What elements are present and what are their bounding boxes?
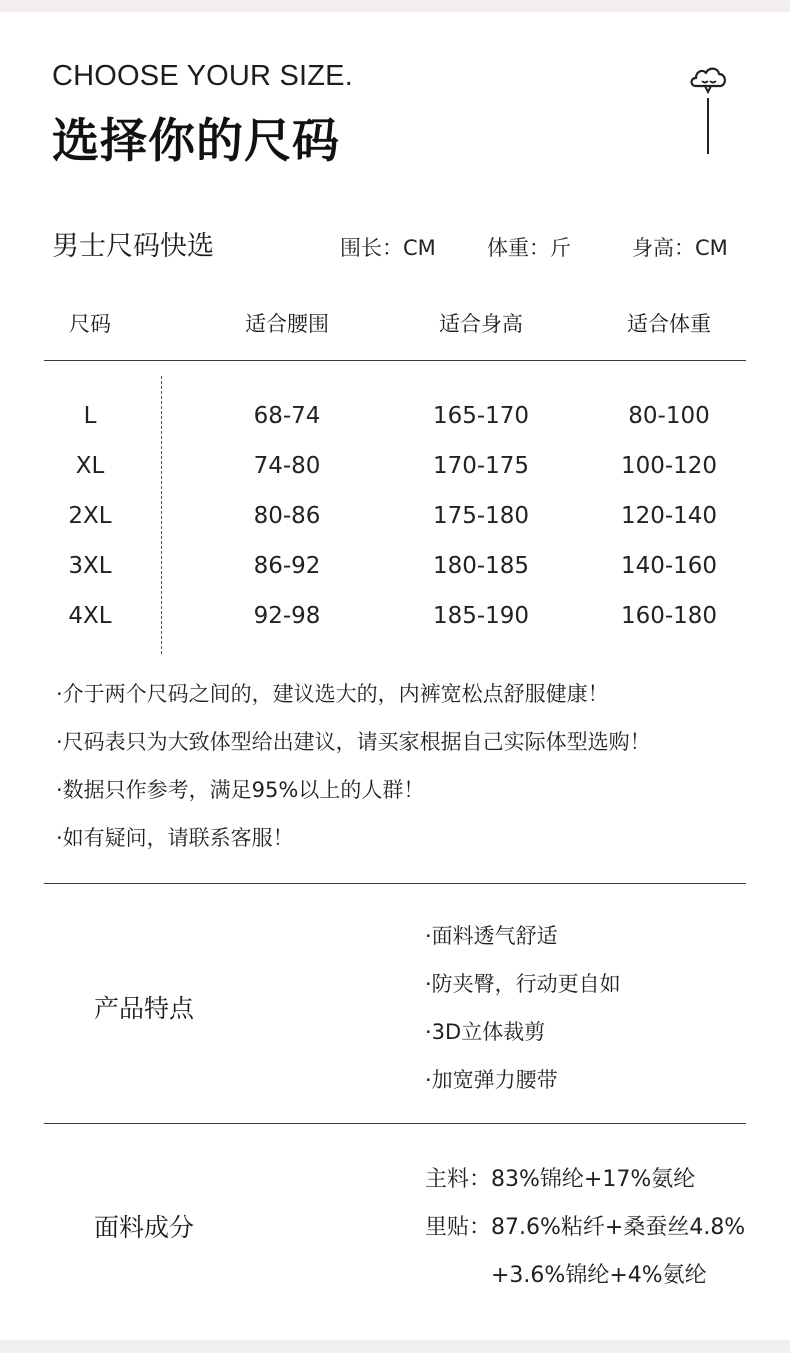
- section-divider: [44, 1123, 746, 1124]
- note-item: ·介于两个尺码之间的，建议选大的，内裤宽松点舒服健康！: [56, 682, 609, 706]
- cell-weight: 120-140: [620, 503, 718, 529]
- table-row: [0, 401, 790, 451]
- cell-height: 170-175: [432, 453, 530, 479]
- cell-height: 165-170: [432, 403, 530, 429]
- cell-height: 180-185: [432, 553, 530, 579]
- column-header-waist: 适合腰围: [245, 312, 329, 336]
- features-title: 产品特点: [94, 994, 195, 1023]
- page-title-en: CHOOSE YOUR SIZE.: [52, 60, 353, 92]
- unit-height: 身高：CM: [632, 236, 728, 260]
- cell-size: XL: [75, 453, 105, 479]
- decorative-vertical-line: [707, 98, 709, 154]
- cell-weight: 80-100: [628, 403, 710, 429]
- feature-item: ·加宽弹力腰带: [425, 1068, 558, 1092]
- cell-waist: 80-86: [253, 503, 321, 529]
- cell-weight: 140-160: [620, 553, 718, 579]
- feature-item: ·3D立体裁剪: [425, 1020, 546, 1044]
- cell-waist: 92-98: [253, 603, 321, 629]
- column-header-weight: 适合体重: [627, 312, 711, 336]
- feature-item: ·面料透气舒适: [425, 924, 558, 948]
- column-header-height: 适合身高: [439, 312, 523, 336]
- cell-size: L: [83, 403, 97, 429]
- fabric-main: 主料：83%锦纶+17%氨纶: [425, 1167, 696, 1192]
- cloud-icon: [688, 62, 728, 94]
- cell-size: 4XL: [68, 603, 112, 629]
- cell-weight: 100-120: [620, 453, 718, 479]
- cell-size: 2XL: [68, 503, 112, 529]
- unit-waist: 围长：CM: [340, 236, 436, 260]
- cell-height: 175-180: [432, 503, 530, 529]
- table-header-divider: [44, 360, 746, 361]
- table-row: [0, 451, 790, 501]
- size-section-title: 男士尺码快选: [52, 231, 214, 262]
- table-row: [0, 551, 790, 601]
- cell-size: 3XL: [68, 553, 112, 579]
- table-row: [0, 501, 790, 551]
- page-title-cn: 选择你的尺码: [52, 114, 340, 169]
- note-item: ·尺码表只为大致体型给出建议，请买家根据自己实际体型选购！: [56, 730, 651, 754]
- note-item: ·如有疑问，请联系客服！: [56, 826, 294, 850]
- unit-weight: 体重：斤: [487, 236, 571, 260]
- size-chart-panel: [0, 12, 790, 1340]
- fabric-title: 面料成分: [94, 1213, 195, 1242]
- cell-height: 185-190: [432, 603, 530, 629]
- note-item: ·数据只作参考，满足95%以上的人群！: [56, 778, 425, 802]
- cell-waist: 74-80: [253, 453, 321, 479]
- cell-weight: 160-180: [620, 603, 718, 629]
- feature-item: ·防夹臀，行动更自如: [425, 972, 621, 996]
- section-divider: [44, 883, 746, 884]
- fabric-lining-cont: +3.6%锦纶+4%氨纶: [491, 1263, 707, 1288]
- cell-waist: 86-92: [253, 553, 321, 579]
- table-row: [0, 601, 790, 651]
- fabric-lining: 里贴：87.6%粘纤+桑蚕丝4.8%: [425, 1215, 746, 1240]
- column-header-size: 尺码: [69, 312, 111, 336]
- cell-waist: 68-74: [253, 403, 321, 429]
